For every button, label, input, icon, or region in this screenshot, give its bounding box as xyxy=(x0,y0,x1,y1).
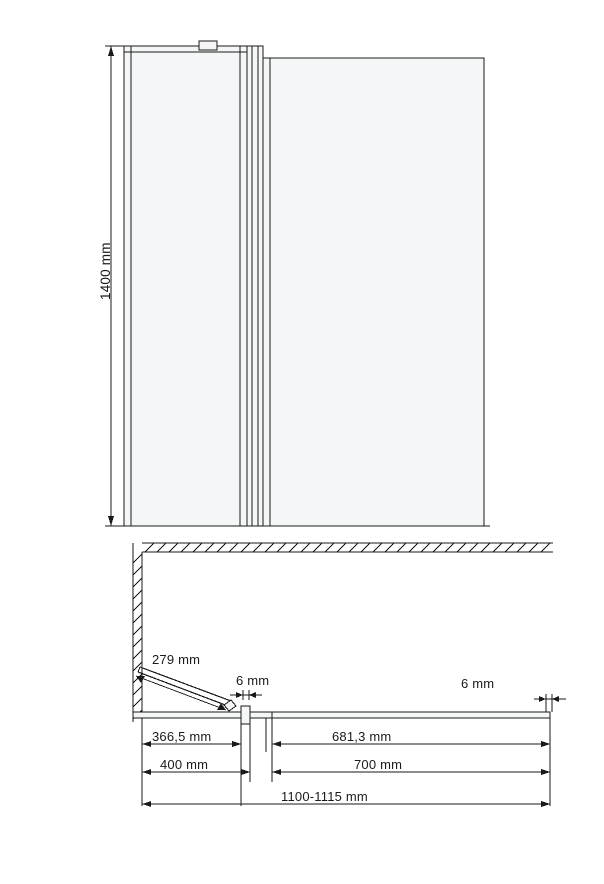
label-open-leaf-279: 279 mm xyxy=(152,652,201,667)
label-height: 1400 mm xyxy=(98,242,113,300)
label-700: 700 mm xyxy=(354,757,403,772)
front-left-glass-panel xyxy=(124,46,247,526)
plan-open-leaf-b xyxy=(140,667,231,701)
label-thickness-right-6mm: 6 mm xyxy=(461,676,495,691)
label-366: 366,5 mm xyxy=(152,729,212,744)
front-top-handle xyxy=(199,41,217,50)
label-total: 1100-1115 mm xyxy=(281,789,368,804)
plan-right-panel xyxy=(250,712,550,718)
dim-279-line xyxy=(136,676,226,710)
plan-open-leaf-end xyxy=(224,700,236,711)
plan-hinge-post xyxy=(241,706,250,724)
plan-open-leaf-a xyxy=(138,672,228,706)
label-400: 400 mm xyxy=(160,757,209,772)
label-thickness-left-6mm: 6 mm xyxy=(236,673,270,688)
label-681: 681,3 mm xyxy=(332,729,392,744)
front-hinge-post xyxy=(247,46,263,526)
plan-left-fixed-panel xyxy=(133,712,241,718)
front-right-glass-panel xyxy=(263,58,484,526)
